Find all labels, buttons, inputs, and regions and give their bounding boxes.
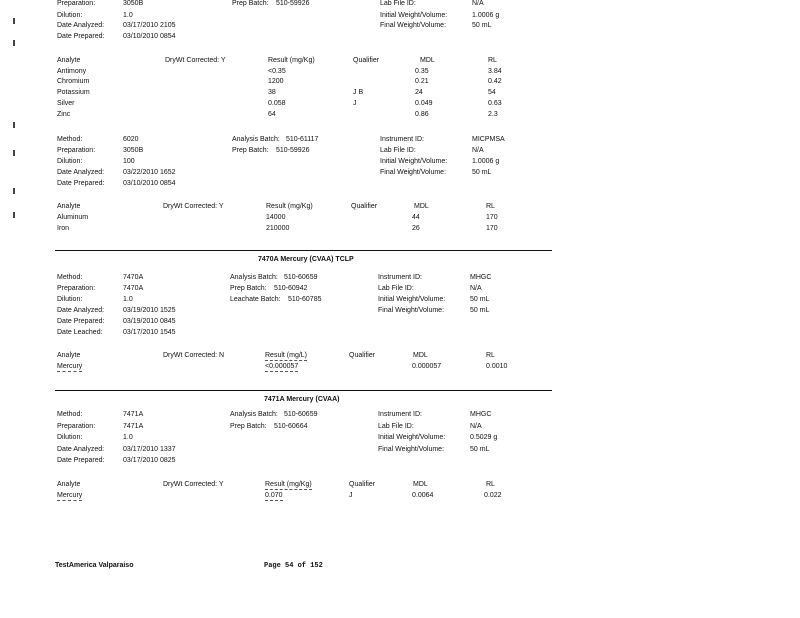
initial-weight-value: 50 mL (470, 296, 490, 303)
date-analyzed-value: 03/17/2010 2105 (123, 22, 176, 29)
margin-mark (13, 122, 15, 128)
prep-label: Preparation: (57, 423, 96, 430)
prep-label: Preparation: (57, 147, 96, 154)
margin-mark (13, 40, 15, 46)
col-qualifier: Qualifier (349, 481, 376, 488)
lab-file-value: N/A (470, 285, 482, 292)
prep-batch-label: Prep Batch: (230, 285, 267, 292)
prep-value: 3050B (123, 147, 144, 154)
final-weight-value: 50 mL (472, 169, 492, 176)
date-analyzed-value: 03/17/2010 1337 (123, 446, 176, 453)
dilution-label: Dilution: (57, 12, 83, 19)
lab-file-value: N/A (470, 423, 482, 430)
cell-mdl: 0.000057 (412, 363, 442, 370)
cell-analyte: Mercury (57, 363, 83, 370)
cell-result: 1200 (268, 78, 284, 85)
date-analyzed-label: Date Analyzed: (57, 307, 105, 314)
final-weight-value: 50 mL (470, 307, 490, 314)
date-leached-value: 03/17/2010 1545 (123, 329, 176, 336)
cell-rl: 54 (488, 89, 496, 96)
page-number: Page 54 of 152 (264, 562, 323, 570)
cell-rl: 0.0010 (486, 363, 508, 370)
method-label: Method: (57, 274, 83, 281)
cell-mdl: 0.86 (415, 111, 429, 118)
prep-value: 7471A (123, 423, 144, 430)
cell-result: 64 (268, 111, 276, 118)
col-drywt: DryWt Corrected: N (163, 352, 225, 359)
col-result: Result (mg/Kg) (266, 203, 313, 210)
method-label: Method: (57, 136, 83, 143)
initial-weight-value: 1.0006 g (472, 12, 500, 19)
col-drywt: DryWt Corrected: Y (165, 57, 226, 64)
dilution-label: Dilution: (57, 434, 83, 441)
date-prepared-value: 03/10/2010 0854 (123, 33, 176, 40)
cell-result: <0.000057 (265, 363, 299, 370)
cell-rl: 0.42 (488, 78, 502, 85)
initial-weight-label: Initial Weight/Volume: (380, 158, 448, 165)
col-mdl: MDL (420, 57, 435, 64)
cell-mdl: 0.21 (415, 78, 429, 85)
col-drywt: DryWt Corrected: Y (163, 203, 224, 210)
initial-weight-label: Initial Weight/Volume: (378, 296, 446, 303)
col-mdl: MDL (413, 352, 428, 359)
cell-result: 0.070 (265, 492, 283, 499)
initial-weight-value: 1.0006 g (472, 158, 500, 165)
dilution-value: 1.0 (123, 296, 133, 303)
cell-qualifier: J (353, 100, 357, 107)
cell-analyte: Iron (57, 225, 70, 232)
col-result: Result (mg/Kg) (268, 57, 315, 64)
cell-mdl: 0.35 (415, 68, 429, 75)
prep-batch-value: 510-59926 (276, 147, 310, 154)
date-prepared-value: 03/19/2010 0845 (123, 318, 176, 325)
cell-analyte: Potassium (57, 89, 90, 96)
col-rl: RL (488, 57, 497, 64)
instrument-label: Instrument ID: (378, 274, 422, 281)
margin-mark (13, 18, 15, 24)
analysis-batch-label: Analysis Batch: (232, 136, 280, 143)
date-prepared-value: 03/10/2010 0854 (123, 180, 176, 187)
cell-qualifier: J B (353, 89, 364, 96)
prep-label: Preparation: (57, 0, 96, 7)
date-prepared-value: 03/17/2010 0825 (123, 457, 176, 464)
dilution-label: Dilution: (57, 296, 83, 303)
lab-file-value: N/A (472, 0, 484, 7)
analysis-batch-value: 510-60659 (284, 411, 318, 418)
margin-mark (13, 212, 15, 218)
col-analyte: Analyte (57, 57, 81, 64)
col-qualifier: Qualifier (351, 203, 378, 210)
date-analyzed-value: 03/19/2010 1525 (123, 307, 176, 314)
initial-weight-value: 0.5029 g (470, 434, 498, 441)
col-result: Result (mg/Kg) (265, 481, 312, 488)
cell-mdl: 26 (412, 225, 420, 232)
lab-file-value: N/A (472, 147, 484, 154)
col-analyte: Analyte (57, 481, 81, 488)
analysis-batch-value: 510-61117 (286, 136, 319, 143)
initial-weight-label: Initial Weight/Volume: (380, 12, 448, 19)
col-qualifier: Qualifier (349, 352, 376, 359)
date-prepared-label: Date Prepared: (57, 180, 105, 187)
prep-batch-label: Prep Batch: (230, 423, 267, 430)
section-title: 7470A Mercury (CVAA) TCLP (258, 256, 354, 263)
cell-mdl: 24 (415, 89, 423, 96)
dilution-value: 1.0 (123, 434, 133, 441)
cell-result: <0.35 (268, 68, 286, 75)
dilution-value: 100 (123, 158, 135, 165)
col-analyte: Analyte (57, 203, 81, 210)
margin-mark (13, 188, 15, 194)
col-mdl: MDL (414, 203, 429, 210)
cell-mdl: 44 (412, 214, 420, 221)
cell-analyte: Mercury (57, 492, 83, 499)
prep-value: 3050B (123, 0, 144, 7)
cell-analyte: Antimony (57, 68, 87, 75)
date-prepared-label: Date Prepared: (57, 318, 105, 325)
col-qualifier: Qualifier (353, 57, 380, 64)
cell-rl: 3.84 (488, 68, 502, 75)
cell-mdl: 0.049 (415, 100, 433, 107)
cell-result: 210000 (266, 225, 290, 232)
final-weight-label: Final Weight/Volume: (380, 22, 447, 29)
margin-mark (13, 150, 15, 156)
instrument-value: MHGC (470, 411, 492, 418)
prep-value: 7470A (123, 285, 144, 292)
cell-rl: 2.3 (488, 111, 498, 118)
cell-analyte: Chromium (57, 78, 90, 85)
instrument-value: MICPMSA (472, 136, 505, 143)
final-weight-label: Final Weight/Volume: (380, 169, 447, 176)
final-weight-label: Final Weight/Volume: (378, 307, 445, 314)
date-analyzed-value: 03/22/2010 1652 (123, 169, 176, 176)
cell-analyte: Silver (57, 100, 75, 107)
lab-file-label: Lab File ID: (380, 0, 416, 7)
prep-batch-value: 510-60664 (274, 423, 308, 430)
dilution-label: Dilution: (57, 158, 83, 165)
instrument-label: Instrument ID: (380, 136, 424, 143)
col-mdl: MDL (413, 481, 428, 488)
section-divider (55, 250, 552, 251)
method-label: Method: (57, 411, 83, 418)
section-title: 7471A Mercury (CVAA) (264, 396, 340, 403)
cell-result: 0.058 (268, 100, 286, 107)
instrument-value: MHGC (470, 274, 492, 281)
method-value: 6020 (123, 136, 139, 143)
lab-name: TestAmerica Valparaiso (55, 562, 134, 569)
cell-mdl: 0.0064 (412, 492, 434, 499)
col-result: Result (mg/L) (265, 352, 308, 359)
cell-analyte: Zinc (57, 111, 71, 118)
method-value: 7471A (123, 411, 144, 418)
method-value: 7470A (123, 274, 144, 281)
cell-rl: 0.022 (484, 492, 502, 499)
date-leached-label: Date Leached: (57, 329, 103, 336)
prep-batch-label: Prep Batch: (232, 147, 269, 154)
col-rl: RL (486, 352, 495, 359)
prep-batch-value: 510-59926 (276, 0, 310, 7)
dilution-value: 1.0 (123, 12, 133, 19)
cell-rl: 170 (486, 214, 498, 221)
cell-rl: 170 (486, 225, 498, 232)
col-analyte: Analyte (57, 352, 81, 359)
prep-batch-label: Prep Batch: (232, 0, 269, 7)
lab-file-label: Lab File ID: (378, 423, 414, 430)
initial-weight-label: Initial Weight/Volume: (378, 434, 446, 441)
leachate-batch-value: 510-60785 (288, 296, 322, 303)
prep-batch-value: 510-60942 (274, 285, 308, 292)
date-analyzed-label: Date Analyzed: (57, 169, 105, 176)
final-weight-value: 50 mL (472, 22, 492, 29)
date-analyzed-label: Date Analyzed: (57, 22, 105, 29)
date-prepared-label: Date Prepared: (57, 33, 105, 40)
final-weight-value: 50 mL (470, 446, 490, 453)
cell-result: 38 (268, 89, 276, 96)
cell-analyte: Aluminum (57, 214, 89, 221)
cell-rl: 0.63 (488, 100, 502, 107)
analysis-batch-value: 510-60659 (284, 274, 318, 281)
lab-file-label: Lab File ID: (378, 285, 414, 292)
cell-qualifier: J (349, 492, 353, 499)
analysis-batch-label: Analysis Batch: (230, 411, 278, 418)
date-prepared-label: Date Prepared: (57, 457, 105, 464)
col-rl: RL (486, 481, 495, 488)
date-analyzed-label: Date Analyzed: (57, 446, 105, 453)
final-weight-label: Final Weight/Volume: (378, 446, 445, 453)
prep-label: Preparation: (57, 285, 96, 292)
lab-file-label: Lab File ID: (380, 147, 416, 154)
col-rl: RL (486, 203, 495, 210)
col-drywt: DryWt Corrected: Y (163, 481, 224, 488)
cell-result: 14000 (266, 214, 286, 221)
instrument-label: Instrument ID: (378, 411, 422, 418)
leachate-batch-label: Leachate Batch: (230, 296, 281, 303)
section-divider (55, 390, 552, 391)
analysis-batch-label: Analysis Batch: (230, 274, 278, 281)
